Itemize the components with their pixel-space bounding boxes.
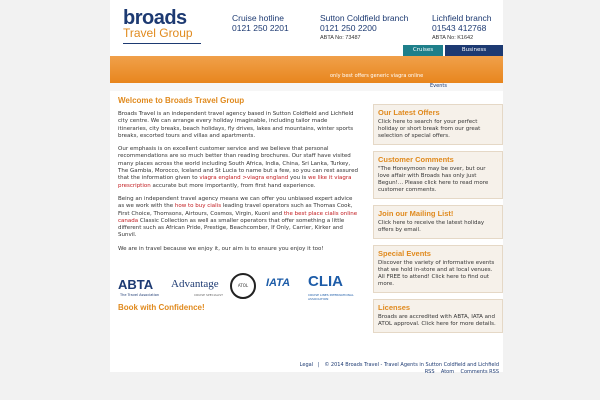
link-viagra-england[interactable]: viagra england	[199, 175, 241, 182]
emphasis-paragraph	[118, 146, 358, 190]
closing-paragraph: We are in travel because we enjoy it, our aim is to ensure you enjoy it too!	[118, 245, 324, 252]
rss-link[interactable]: RSS	[424, 369, 435, 375]
sidebar-box-title[interactable]: Our Latest Offers	[378, 108, 440, 117]
sidebar-box-title[interactable]: Licenses	[378, 303, 411, 312]
operators-paragraph	[118, 196, 358, 240]
banner-link[interactable]: only best offers generic viagra online	[330, 73, 424, 79]
sidebar-box-title[interactable]: Customer Comments	[378, 155, 454, 164]
sidebar-box-body: Click here to search for your perfect holiday or short break from our great selection of special offers.	[378, 119, 481, 139]
text: Classic Collection as well as smaller operators that offer something a little different such as African Pride, Prestige, Beachcomber, If Only, Carrier, Kirker and Sunvil.	[118, 217, 345, 239]
iata-logo: IATA	[266, 277, 291, 289]
contact-label: Sutton Coldfield branch	[320, 13, 409, 23]
clia-subtitle: CRUISE LINES INTERNATIONAL ASSOCIATION	[308, 293, 354, 301]
contact-abta: ABTA No: K1642	[432, 35, 474, 41]
page-container	[110, 0, 503, 372]
contact-sutton	[320, 13, 408, 41]
contact-cruise	[232, 13, 289, 33]
tab-cruises[interactable]: Cruises	[403, 45, 443, 56]
accreditation-logos	[118, 263, 358, 301]
banner	[110, 56, 503, 83]
text: Our emphasis is on excellent customer service and we believe that personal recommendations are so much better than reading brochures. Our staff have visited many places across the world including South Africa, India, China, Sri Lanka, Turkey, The Gambia, Morocco, Iceland and St Lucia to name but a few, so you can rest assured that the information given to	[118, 146, 358, 182]
comments-rss-link[interactable]: Comments RSS	[460, 369, 499, 375]
contact-label: Lichfield branch	[432, 13, 492, 23]
footer-separator: |	[317, 362, 320, 368]
link-viagra-england-2[interactable]: >viagra england	[242, 175, 289, 182]
events-link[interactable]: Events	[430, 83, 447, 89]
sidebar-box-licenses[interactable]	[373, 299, 503, 333]
atom-link[interactable]: Atom	[440, 369, 455, 375]
sidebar-box-body: Discover the variety of informative events that we hold in-store and at local venues. All FREE to attend! Click here to find out more.	[378, 260, 495, 287]
contact-label: Cruise hotline	[232, 13, 284, 23]
link-cialis-canada[interactable]: the best place cialis online canada	[118, 210, 358, 224]
advantage-subtitle: CRUISE SPECIALIST	[194, 293, 223, 297]
abta-logo: ABTA	[118, 277, 154, 292]
nav-tabs	[401, 45, 503, 56]
main-content	[118, 96, 358, 259]
footer-line-1	[300, 362, 499, 368]
footer	[110, 362, 503, 382]
sidebar-box-events[interactable]	[373, 245, 503, 293]
text: leading travel operators such as Thomas Cook, First Choice, Thomsons, Airtours, Cosmos, Virgin, Kuoni and	[118, 203, 353, 217]
text: Being an independent travel agency means we can offer you unbiased expert advice as we work with the	[118, 195, 353, 210]
sidebar-box-title[interactable]: Join our Mailing List!	[378, 209, 454, 218]
book-with-confidence-heading: Book with Confidence!	[118, 303, 205, 312]
sidebar-box-body: "The Honeymoon may be over, but our love affair with Broads has only just Begun!... Please click here to read more customer comments.	[378, 166, 489, 193]
logo-top: broads	[123, 7, 187, 29]
sidebar-box-title[interactable]: Special Events	[378, 249, 431, 258]
contact-abta: ABTA No: 73487	[320, 35, 361, 41]
copyright-text: © 2014 Broads Travel - Travel Agents in Sutton Coldfield and Lichfield	[324, 362, 499, 368]
intro-paragraph: Broads Travel is an independent travel agency based in Sutton Coldfield and Lichfield city centre. We can arrange every holiday imaginable, including tailor made itineraries, city breaks, beach holidays, fly drives, lakes and mountains, winter sports breaks, escorted tours and villas and apartments.	[118, 111, 354, 139]
logo-swoosh-icon	[123, 40, 201, 44]
sidebar-box-body: Click here to receive the latest holiday offers by email.	[378, 220, 485, 233]
abta-subtitle: The Travel Association	[120, 293, 160, 297]
logo[interactable]	[123, 9, 193, 40]
text: you is	[288, 175, 308, 182]
contact-lichfield	[432, 13, 492, 41]
link-buy-cialis[interactable]: how to buy cialis	[174, 203, 222, 210]
tab-business-travel[interactable]: Business	[445, 45, 503, 56]
contact-number: 0121 250 2201	[232, 23, 289, 33]
contact-number: 0121 250 2200	[320, 23, 377, 33]
advantage-logo: Advantage	[171, 278, 219, 290]
sidebar-box-offers[interactable]	[373, 104, 503, 145]
legal-link[interactable]: Legal	[299, 362, 314, 368]
link-viagra-prescription[interactable]: we like it viagra prescription	[118, 175, 352, 189]
sidebar-box-body: Broads are accredited with ABTA, IATA and ATOL approval. Click here for more details.	[378, 314, 496, 327]
logo-bottom: Travel Group	[123, 26, 193, 40]
sidebar-box-mailing-list[interactable]	[373, 205, 503, 239]
text: accurate but more importantly, from first hand experience.	[150, 182, 316, 189]
contact-number: 01543 412768	[432, 23, 487, 33]
sidebar-box-comments[interactable]	[373, 151, 503, 199]
sidebar	[373, 104, 503, 339]
page-title: Welcome to Broads Travel Group	[118, 96, 245, 105]
footer-line-2	[425, 369, 499, 375]
atol-logo: ATOL	[230, 273, 256, 299]
header	[110, 0, 503, 45]
clia-logo: CLIA	[308, 273, 343, 290]
